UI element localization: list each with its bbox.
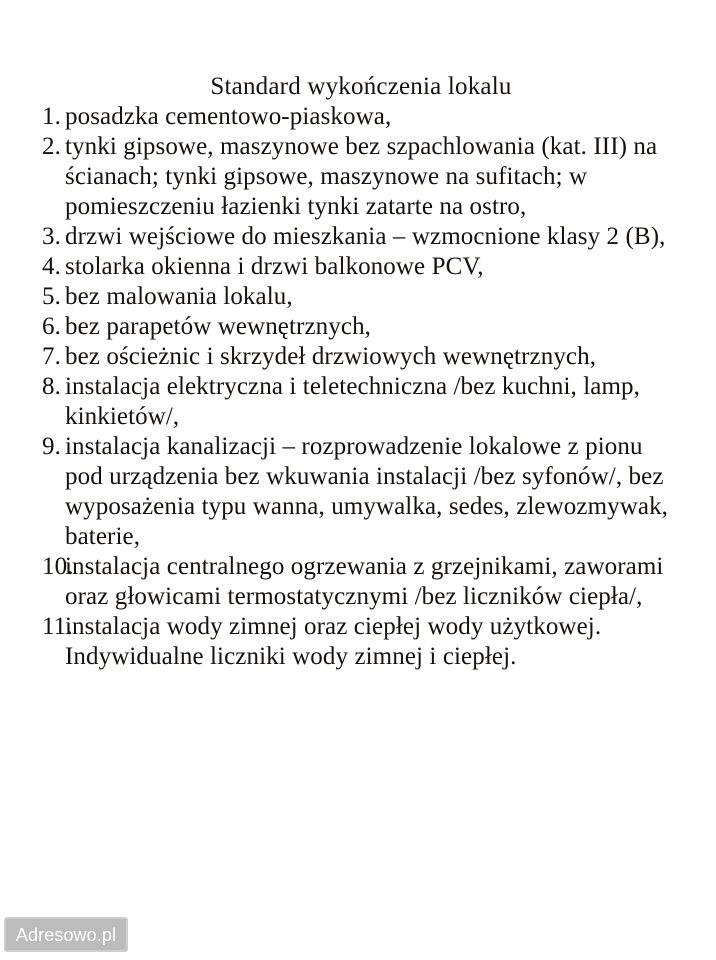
list-item: [0, 222, 716, 252]
watermark-badge: [4, 917, 128, 952]
list-item: [0, 102, 716, 132]
standard-specification-list: [0, 102, 716, 672]
list-item-text: bez parapetów wewnętrznych,: [65, 313, 372, 340]
list-item-marker: 3.: [42, 223, 61, 250]
list-item-marker: 2.: [42, 133, 61, 160]
list-item-marker: 11.: [42, 613, 73, 640]
list-item: [0, 312, 716, 342]
list-item-marker: 8.: [42, 373, 61, 400]
list-item-marker: 7.: [42, 343, 61, 370]
list-item: [0, 342, 716, 372]
list-item: [0, 282, 716, 312]
list-item-text: stolarka okienna i drzwi balkonowe PCV,: [65, 253, 484, 280]
list-item: [0, 252, 716, 282]
list-item-marker: 1.: [42, 103, 61, 130]
list-item: [0, 552, 716, 612]
list-item: [0, 612, 716, 672]
list-item-marker: 6.: [42, 313, 61, 340]
list-item-text: tynki gipsowe, maszynowe bez szpachlowania (kat. III) na ścianach; tynki gipsowe, maszynowe na sufitach; w pomieszczeniu łazienki tynki zatarte na ostro,: [65, 133, 658, 220]
page-title: Standard wykończenia lokalu: [210, 73, 512, 100]
list-item-text: posadzka cementowo-piaskowa,: [65, 103, 392, 130]
list-item-marker: 4.: [42, 253, 61, 280]
list-item-text: drzwi wejściowe do mieszkania – wzmocnione klasy 2 (B),: [65, 223, 666, 250]
list-item-marker: 5.: [42, 283, 61, 310]
list-item-text: instalacja centralnego ogrzewania z grzejnikami, zaworami oraz głowicami termostatycznymi /bez liczników ciepła/,: [65, 553, 664, 610]
list-item-text: bez malowania lokalu,: [65, 283, 293, 310]
watermark-label: Adresowo.pl: [15, 924, 117, 945]
list-item-text: instalacja wody zimnej oraz ciepłej wody użytkowej. Indywidualne liczniki wody zimnej i ciepłej.: [65, 613, 602, 670]
list-item-text: instalacja elektryczna i teletechniczna /bez kuchni, lamp, kinkietów/,: [65, 373, 640, 430]
list-item-marker: 10.: [42, 553, 74, 580]
list-item-text: instalacja kanalizacji – rozprowadzenie lokalowe z pionu pod urządzenia bez wkuwania instalacji /bez syfonów/, bez wyposażenia typu wanna, umywalka, sedes, zlewozmywak, baterie,: [65, 433, 669, 550]
list-item: [0, 132, 716, 222]
list-item-text: bez ościeżnic i skrzydeł drzwiowych wewnętrznych,: [65, 343, 597, 370]
document-body: [0, 72, 716, 672]
list-item: [0, 432, 716, 552]
list-item: [0, 372, 716, 432]
list-item-marker: 9.: [42, 433, 61, 460]
